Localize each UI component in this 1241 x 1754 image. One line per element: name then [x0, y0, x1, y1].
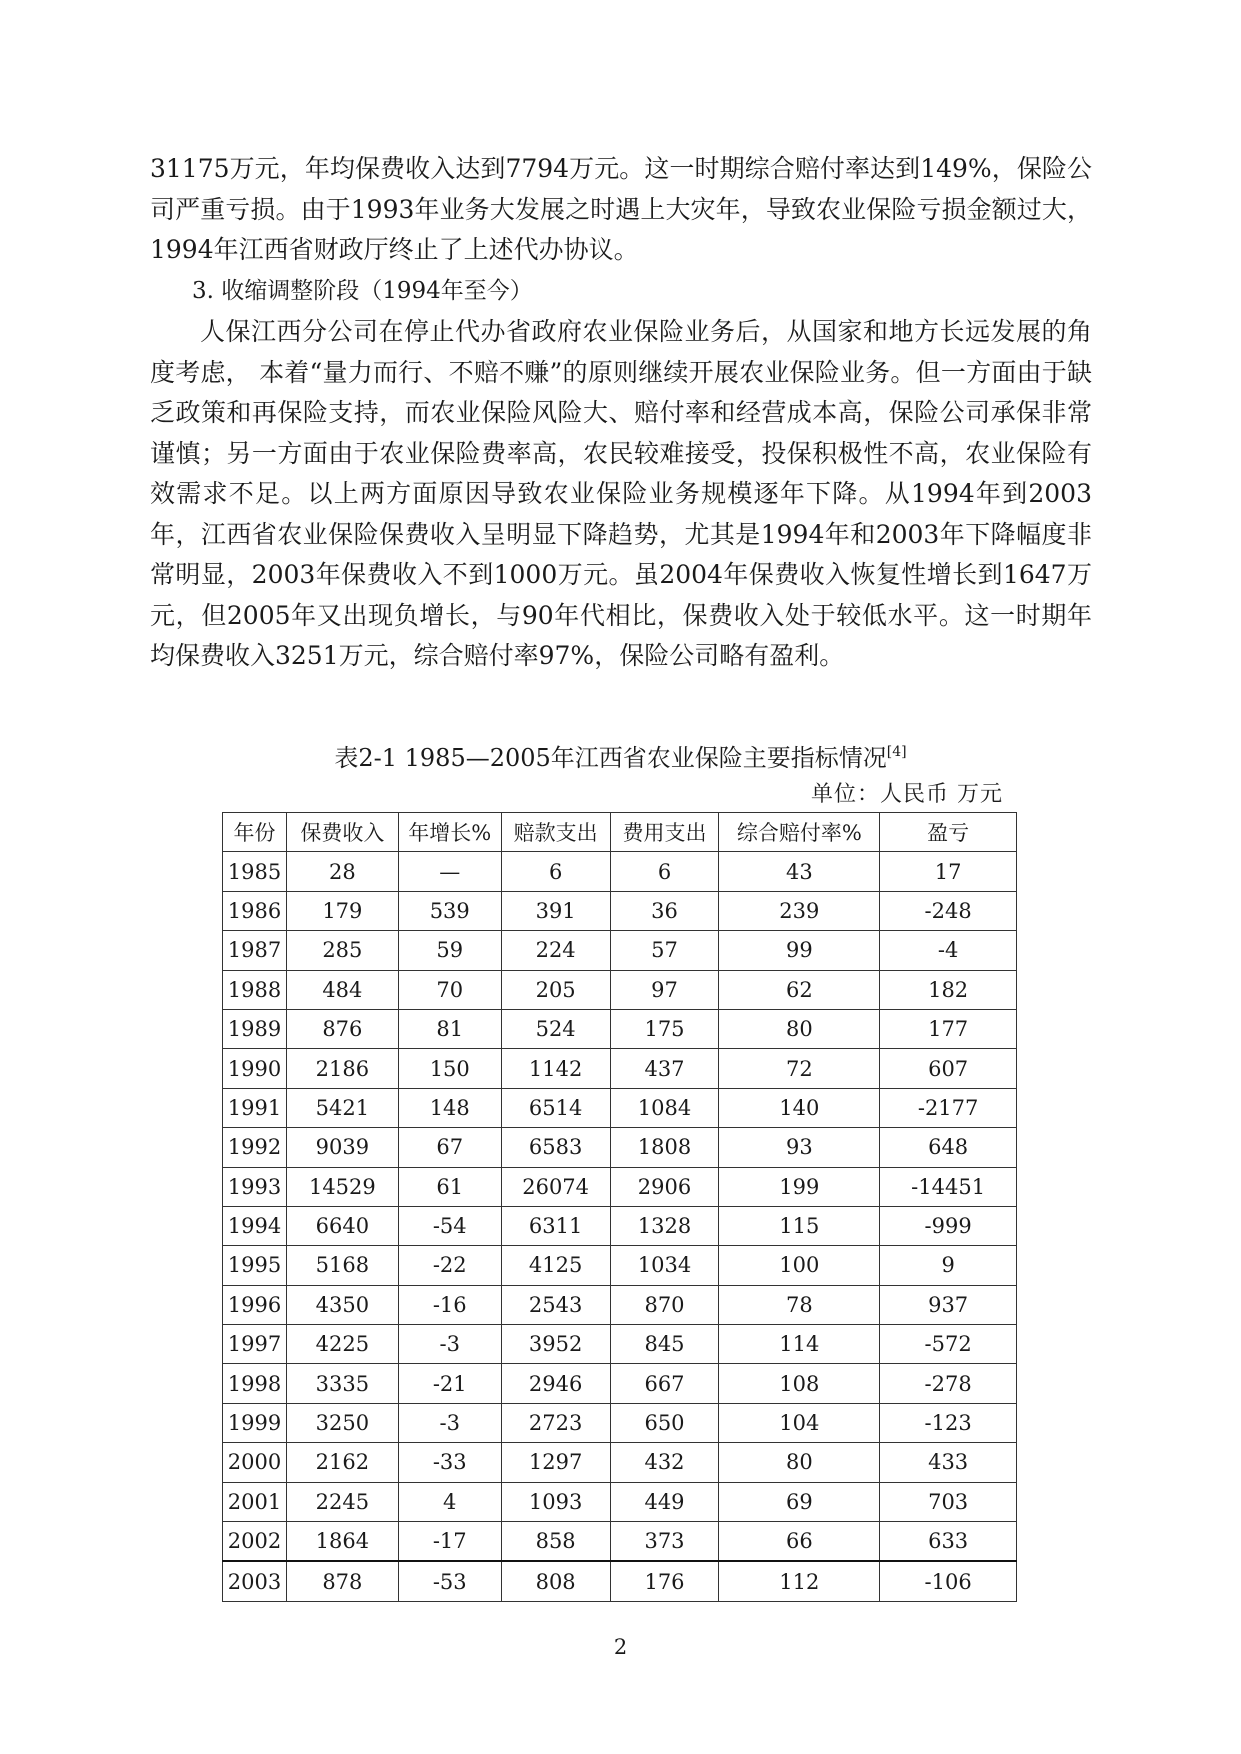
cell-claims-paid: 1297 [501, 1443, 610, 1482]
cell-claims-paid: 6 [501, 852, 610, 891]
table-row [223, 1364, 1017, 1403]
cell-combined-ratio: 99 [719, 931, 880, 970]
section-heading: 3. 收缩调整阶段（1994年至今） [192, 278, 533, 304]
cell-expenses: 1084 [610, 1088, 719, 1127]
table-row [223, 1128, 1017, 1167]
insurance-indicators-table [222, 812, 1017, 1602]
cell-annual-growth: 81 [398, 1009, 501, 1048]
cell-expenses: 449 [610, 1482, 719, 1521]
cell-profit-loss: 633 [880, 1522, 1017, 1562]
cell-expenses: 36 [610, 891, 719, 930]
table-row [223, 1325, 1017, 1364]
cell-profit-loss: 703 [880, 1482, 1017, 1521]
cell-expenses: 57 [610, 931, 719, 970]
cell-combined-ratio: 72 [719, 1049, 880, 1088]
cell-combined-ratio: 93 [719, 1128, 880, 1167]
table-row [223, 1561, 1017, 1601]
cell-claims-paid: 524 [501, 1009, 610, 1048]
cell-claims-paid: 391 [501, 891, 610, 930]
table-row [223, 1443, 1017, 1482]
cell-annual-growth: 539 [398, 891, 501, 930]
cell-annual-growth: -22 [398, 1246, 501, 1285]
cell-claims-paid: 808 [501, 1561, 610, 1601]
cell-expenses: 667 [610, 1364, 719, 1403]
cell-profit-loss: -14451 [880, 1167, 1017, 1206]
cell-claims-paid: 4125 [501, 1246, 610, 1285]
cell-year: 1992 [223, 1128, 287, 1167]
cell-expenses: 176 [610, 1561, 719, 1601]
cell-annual-growth: -17 [398, 1522, 501, 1562]
table-row [223, 852, 1017, 891]
cell-claims-paid: 2543 [501, 1285, 610, 1324]
cell-year: 1993 [223, 1167, 287, 1206]
cell-combined-ratio: 100 [719, 1246, 880, 1285]
header-expenses: 费用支出 [610, 813, 719, 852]
cell-premium-income: 285 [286, 931, 398, 970]
cell-profit-loss: -123 [880, 1403, 1017, 1442]
cell-annual-growth: — [398, 852, 501, 891]
cell-expenses: 1034 [610, 1246, 719, 1285]
cell-expenses: 373 [610, 1522, 719, 1562]
cell-claims-paid: 6514 [501, 1088, 610, 1127]
table-row [223, 1246, 1017, 1285]
body-paragraph-1: 31175万元，年均保费收入达到7794万元。这一时期综合赔付率达到149%，保险公司严重亏损。由于1993年业务大发展之时遇上大灾年，导致农业保险亏损金额过大，1994年江西省财政厅终止了上述代办协议。 [150, 154, 1092, 264]
cell-year: 1999 [223, 1403, 287, 1442]
cell-premium-income: 2245 [286, 1482, 398, 1521]
cell-profit-loss: 433 [880, 1443, 1017, 1482]
table-row [223, 1522, 1017, 1562]
cell-year: 2002 [223, 1522, 287, 1562]
header-year: 年份 [223, 813, 287, 852]
cell-annual-growth: 61 [398, 1167, 501, 1206]
cell-profit-loss: -2177 [880, 1088, 1017, 1127]
cell-annual-growth: 70 [398, 970, 501, 1009]
cell-premium-income: 4350 [286, 1285, 398, 1324]
header-profit-loss: 盈亏 [880, 813, 1017, 852]
header-claims-paid: 赔款支出 [501, 813, 610, 852]
cell-combined-ratio: 78 [719, 1285, 880, 1324]
cell-combined-ratio: 112 [719, 1561, 880, 1601]
cell-year: 1997 [223, 1325, 287, 1364]
table-row [223, 1206, 1017, 1245]
cell-year: 2000 [223, 1443, 287, 1482]
cell-expenses: 437 [610, 1049, 719, 1088]
cell-annual-growth: 67 [398, 1128, 501, 1167]
cell-combined-ratio: 140 [719, 1088, 880, 1127]
cell-annual-growth: 150 [398, 1049, 501, 1088]
cell-combined-ratio: 114 [719, 1325, 880, 1364]
cell-year: 1994 [223, 1206, 287, 1245]
table-caption [0, 736, 1241, 774]
table-row [223, 1049, 1017, 1088]
table-caption-reference: [4] [886, 744, 907, 760]
table-row [223, 931, 1017, 970]
cell-year: 2001 [223, 1482, 287, 1521]
cell-expenses: 650 [610, 1403, 719, 1442]
cell-premium-income: 2162 [286, 1443, 398, 1482]
cell-year: 1998 [223, 1364, 287, 1403]
cell-year: 1989 [223, 1009, 287, 1048]
cell-premium-income: 5168 [286, 1246, 398, 1285]
cell-expenses: 175 [610, 1009, 719, 1048]
cell-combined-ratio: 69 [719, 1482, 880, 1521]
table-row [223, 970, 1017, 1009]
cell-expenses: 1328 [610, 1206, 719, 1245]
unit-label: 单位：人民币 万元 [811, 782, 1003, 807]
cell-combined-ratio: 80 [719, 1009, 880, 1048]
cell-premium-income: 2186 [286, 1049, 398, 1088]
cell-year: 1996 [223, 1285, 287, 1324]
body-paragraph-2: 人保江西分公司在停止代办省政府农业保险业务后，从国家和地方长远发展的角度考虑， 本着“量力而行、不赔不赚”的原则继续开展农业保险业务。但一方面由于缺乏政策和再保险支持，而农业保险风险大、赔付率和经营成本高，保险公司承保非常谨慎；另一方面由于农业保险费率高，农民较难接受，投保积极性不高，农业保险有效需求不足。以上两方面原因导致农业保险业务规模逐年下降。从1994年到2003年，江西省农业保险保费收入呈明显下降趋势，尤其是1994年和2003年下降幅度非常明显，2003年保费收入不到1000万元。虽2004年保费收入恢复性增长到1647万元，但2005年又出现负增长，与90年代相比，保费收入处于较低水平。这一时期年均保费收入3251万元，综合赔付率97%，保险公司略有盈利。 [150, 317, 1092, 670]
cell-premium-income: 3250 [286, 1403, 398, 1442]
cell-profit-loss: 177 [880, 1009, 1017, 1048]
cell-combined-ratio: 43 [719, 852, 880, 891]
cell-expenses: 432 [610, 1443, 719, 1482]
cell-annual-growth: -3 [398, 1403, 501, 1442]
cell-claims-paid: 6583 [501, 1128, 610, 1167]
cell-profit-loss: -106 [880, 1561, 1017, 1601]
cell-combined-ratio: 239 [719, 891, 880, 930]
cell-expenses: 870 [610, 1285, 719, 1324]
cell-profit-loss: -572 [880, 1325, 1017, 1364]
cell-profit-loss: 607 [880, 1049, 1017, 1088]
table-row [223, 1482, 1017, 1521]
cell-profit-loss: 937 [880, 1285, 1017, 1324]
cell-claims-paid: 2723 [501, 1403, 610, 1442]
cell-premium-income: 28 [286, 852, 398, 891]
cell-year: 1987 [223, 931, 287, 970]
cell-annual-growth: -53 [398, 1561, 501, 1601]
cell-profit-loss: -248 [880, 891, 1017, 930]
header-annual-growth: 年增长% [398, 813, 501, 852]
cell-annual-growth: 4 [398, 1482, 501, 1521]
cell-profit-loss: 648 [880, 1128, 1017, 1167]
cell-claims-paid: 26074 [501, 1167, 610, 1206]
cell-profit-loss: -999 [880, 1206, 1017, 1245]
cell-premium-income: 1864 [286, 1522, 398, 1562]
cell-annual-growth: 148 [398, 1088, 501, 1127]
cell-claims-paid: 858 [501, 1522, 610, 1562]
cell-profit-loss: 9 [880, 1246, 1017, 1285]
cell-premium-income: 484 [286, 970, 398, 1009]
page-number: 2 [613, 1635, 628, 1659]
cell-claims-paid: 3952 [501, 1325, 610, 1364]
cell-profit-loss: 17 [880, 852, 1017, 891]
header-premium-income: 保费收入 [286, 813, 398, 852]
cell-combined-ratio: 66 [719, 1522, 880, 1562]
table-body [223, 852, 1017, 1601]
cell-premium-income: 4225 [286, 1325, 398, 1364]
cell-premium-income: 876 [286, 1009, 398, 1048]
cell-year: 1985 [223, 852, 287, 891]
cell-year: 1995 [223, 1246, 287, 1285]
cell-profit-loss: -278 [880, 1364, 1017, 1403]
cell-claims-paid: 224 [501, 931, 610, 970]
cell-claims-paid: 6311 [501, 1206, 610, 1245]
cell-profit-loss: 182 [880, 970, 1017, 1009]
cell-annual-growth: -3 [398, 1325, 501, 1364]
cell-combined-ratio: 62 [719, 970, 880, 1009]
cell-combined-ratio: 199 [719, 1167, 880, 1206]
cell-combined-ratio: 104 [719, 1403, 880, 1442]
cell-combined-ratio: 115 [719, 1206, 880, 1245]
cell-expenses: 6 [610, 852, 719, 891]
cell-claims-paid: 205 [501, 970, 610, 1009]
cell-annual-growth: 59 [398, 931, 501, 970]
cell-year: 1986 [223, 891, 287, 930]
cell-annual-growth: -33 [398, 1443, 501, 1482]
cell-premium-income: 14529 [286, 1167, 398, 1206]
cell-expenses: 97 [610, 970, 719, 1009]
cell-annual-growth: -54 [398, 1206, 501, 1245]
cell-combined-ratio: 80 [719, 1443, 880, 1482]
cell-premium-income: 6640 [286, 1206, 398, 1245]
table-caption-text: 表2-1 1985—2005年江西省农业保险主要指标情况 [334, 744, 887, 772]
header-combined-ratio: 综合赔付率% [719, 813, 880, 852]
cell-expenses: 2906 [610, 1167, 719, 1206]
table-row [223, 1167, 1017, 1206]
table-row [223, 1088, 1017, 1127]
cell-premium-income: 9039 [286, 1128, 398, 1167]
cell-claims-paid: 2946 [501, 1364, 610, 1403]
table-row [223, 1403, 1017, 1442]
cell-claims-paid: 1142 [501, 1049, 610, 1088]
cell-premium-income: 878 [286, 1561, 398, 1601]
table-row [223, 891, 1017, 930]
cell-year: 1991 [223, 1088, 287, 1127]
cell-annual-growth: -21 [398, 1364, 501, 1403]
cell-year: 2003 [223, 1561, 287, 1601]
cell-year: 1990 [223, 1049, 287, 1088]
cell-expenses: 845 [610, 1325, 719, 1364]
table-row [223, 1285, 1017, 1324]
cell-premium-income: 3335 [286, 1364, 398, 1403]
cell-profit-loss: -4 [880, 931, 1017, 970]
table-row [223, 1009, 1017, 1048]
cell-annual-growth: -16 [398, 1285, 501, 1324]
cell-claims-paid: 1093 [501, 1482, 610, 1521]
cell-premium-income: 179 [286, 891, 398, 930]
cell-premium-income: 5421 [286, 1088, 398, 1127]
cell-expenses: 1808 [610, 1128, 719, 1167]
cell-combined-ratio: 108 [719, 1364, 880, 1403]
table-header-row [223, 813, 1017, 852]
cell-year: 1988 [223, 970, 287, 1009]
